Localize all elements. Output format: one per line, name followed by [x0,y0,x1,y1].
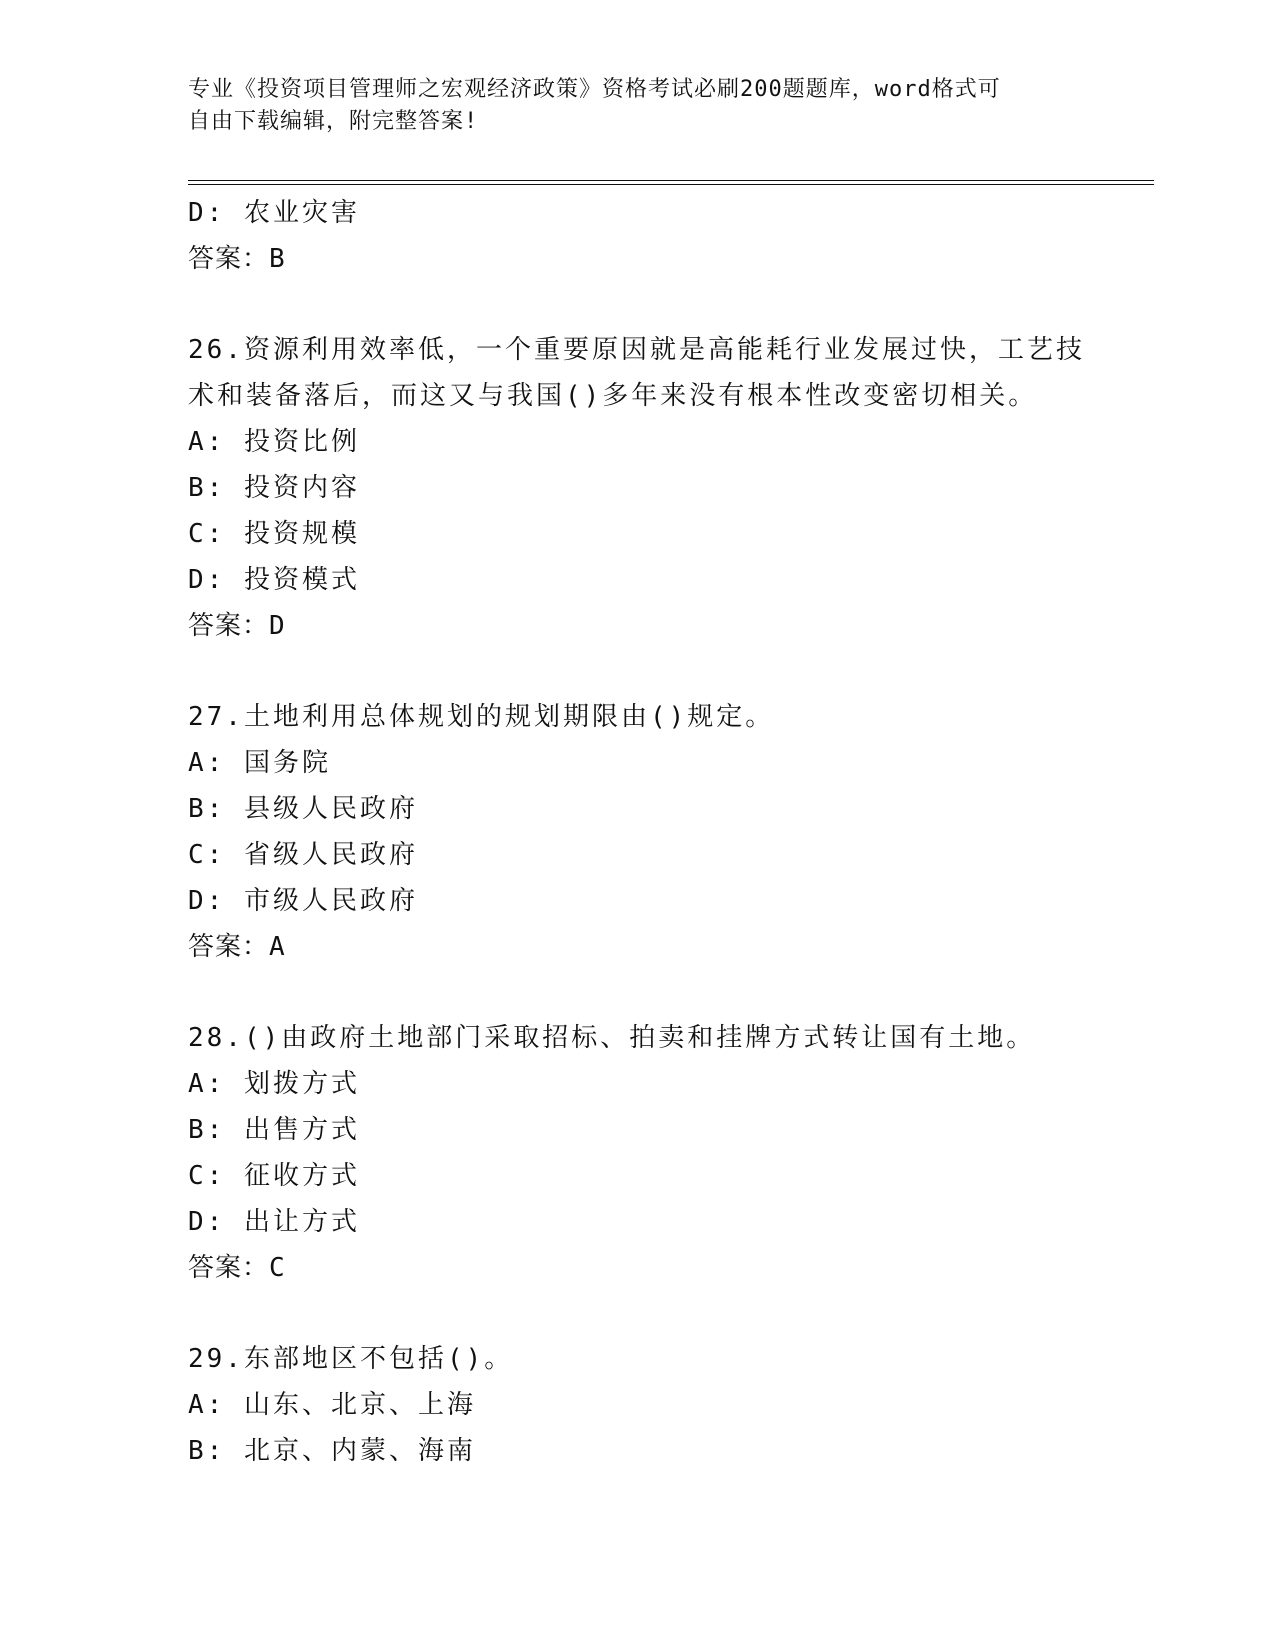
question-text: 27.土地利用总体规划的规划期限由()规定。 [188,702,775,732]
option-d: D: 市级人民政府 [188,886,418,916]
question-list [188,190,1088,1474]
option-a: A: 划拨方式 [188,1069,360,1099]
option-d: D: 出让方式 [188,1207,360,1237]
answer-line [188,1245,1088,1291]
answer-value: A [269,932,286,962]
answer-line [188,924,1088,970]
header-line-1: 专业《投资项目管理师之宏观经济政策》资格考试必刷200题题库，word格式可 [188,77,1001,102]
header-divider-top [188,180,1154,181]
question-text: 29.东部地区不包括()。 [188,1344,514,1374]
option-a: A: 国务院 [188,748,331,778]
question-block [188,327,1088,649]
option-c: C: 省级人民政府 [188,840,418,870]
header-line-2: 自由下载编辑，附完整答案! [188,109,479,134]
option-a: A: 投资比例 [188,427,360,457]
answer-label: 答案： [188,244,270,274]
option-c: C: 征收方式 [188,1161,360,1191]
answer-value: C [269,1253,286,1283]
answer-label: 答案： [188,611,270,641]
answer-line [188,603,1088,649]
question-text: 26.资源利用效率低，一个重要原因就是高能耗行业发展过快，工艺技 [188,335,1085,365]
question-block [188,1015,1088,1291]
question-block [188,1336,1088,1474]
question-text: 28.()由政府土地部门采取招标、拍卖和挂牌方式转让国有土地。 [188,1023,1036,1053]
option-d: D: 农业灾害 [188,198,360,228]
answer-line [188,236,1088,282]
option-b: B: 县级人民政府 [188,794,418,824]
option-d: D: 投资模式 [188,565,360,595]
question-block [188,694,1088,970]
option-b: B: 投资内容 [188,473,360,503]
answer-label: 答案： [188,932,270,962]
option-c: C: 投资规模 [188,519,360,549]
answer-label: 答案： [188,1253,270,1283]
answer-value: B [269,244,286,274]
option-b: B: 北京、内蒙、海南 [188,1436,476,1466]
header-divider-bottom [188,184,1154,185]
option-b: B: 出售方式 [188,1115,360,1145]
option-a: A: 山东、北京、上海 [188,1390,476,1420]
answer-value: D [269,611,286,641]
question-text: 术和装备落后，而这又与我国()多年来没有根本性改变密切相关。 [188,381,1038,411]
document-header [188,74,1088,138]
